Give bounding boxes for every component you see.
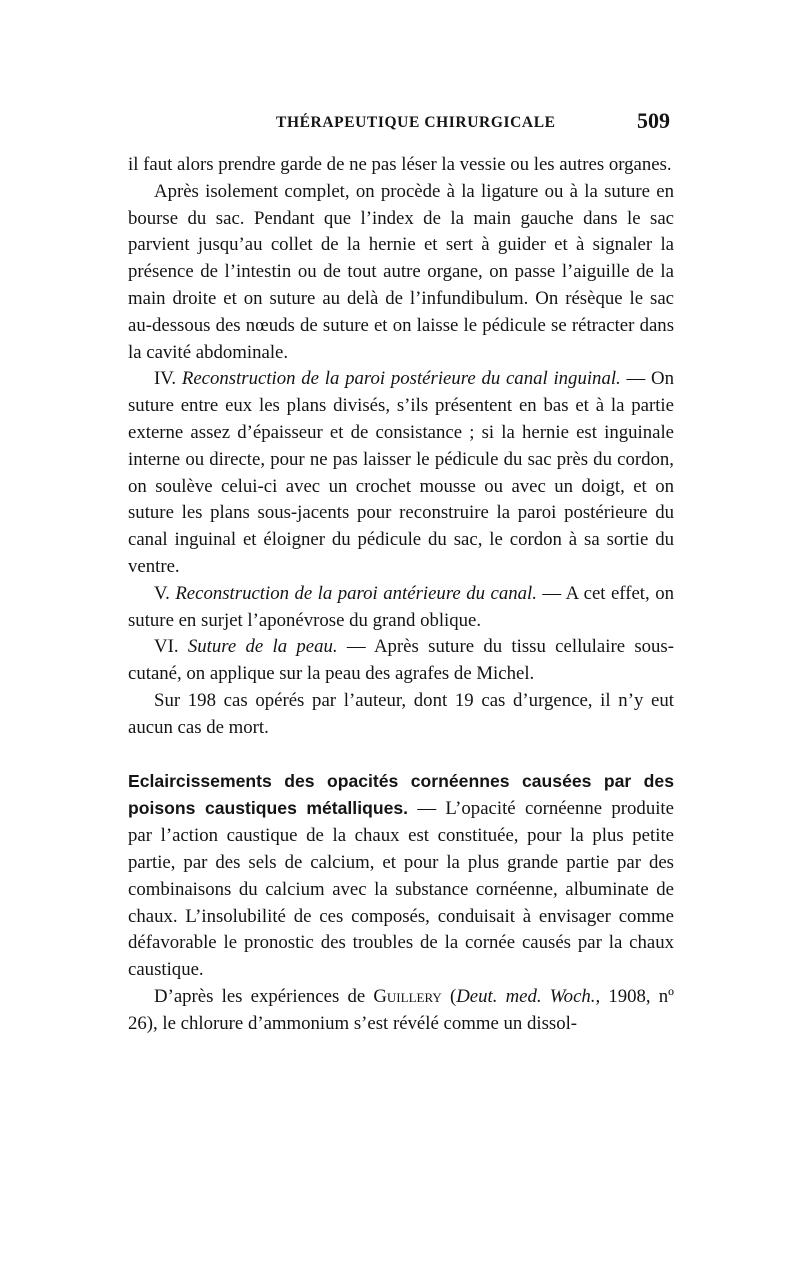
step-text: — On suture entre eux les plans divisés, s’ils présentent en bas et à la partie externe assez d’épaisseur et de consistance ; si la hernie est inguinale interne ou directe, pour ne pas laisser le pédicule du sac près du cordon, on soulève celui-ci avec un crochet mousse ou avec un doigt, et on suture les plans sous-jacents pour reconstruire la paroi postérieure du canal inguinal et éloigner du pédicule du sac, le cordon à sa sortie du ventre. [128, 368, 674, 577]
author-name: Guillery [373, 985, 442, 1007]
running-title: THÉRAPEUTIQUE CHIRURGICALE [276, 114, 556, 131]
step-title: Reconstruction de la paroi postérieure du canal inguinal. [181, 368, 621, 390]
paragraph-step-v [128, 581, 674, 635]
section-heading: Eclaircissements des opacités cornéennes causées par des poisons caustiques métalliques. [128, 770, 674, 819]
step-title: Reconstruction de la paroi antérieure du canal. [175, 582, 537, 604]
running-header [128, 108, 674, 138]
text-mid: ( [441, 985, 457, 1007]
step-text: — Après suture du tissu cellulaire sous-cutané, on applique sur la peau des agrafes de Michel. [128, 636, 674, 685]
paragraph-continuation: il faut alors prendre garde de ne pas léser la vessie ou les autres organes. [128, 154, 672, 175]
paragraph-opacites [128, 768, 674, 984]
journal-reference: Deut. med. Woch. [456, 985, 596, 1007]
book-page [128, 108, 674, 1038]
paragraph-statistics: Sur 198 cas opérés par l’auteur, dont 19 cas d’urgence, il n’y eut aucun cas de mort. [128, 689, 674, 738]
text-before-author: D’après les expériences de [154, 985, 374, 1007]
step-text: — A cet effet, on suture en surjet l’aponévrose du grand oblique. [128, 582, 674, 631]
text-after: , 1908, nº 26), le chlorure d’ammonium s’est révélé comme un dissol- [128, 985, 675, 1034]
section-text: — L’opacité cornéenne produite par l’action caustique de la chaux est constituée, pour la plus petite partie, par des sels de calcium, et pour la plus grande partie par des combinaisons du calcium avec la substance cornéenne, albuminate de chaux. L’insolubilité de ces composés, conduisait à envisager comme défavorable le pronostic des troubles de la cornée causés par la chaux caustique. [128, 798, 674, 981]
step-number: VI. [154, 636, 188, 658]
step-number: IV. [154, 368, 182, 390]
step-number: V. [154, 582, 176, 604]
section-spacer [128, 742, 674, 768]
paragraph-step-vi [128, 634, 674, 688]
paragraph-isolement: Après isolement complet, on procède à la ligature ou à la suture en bourse du sac. Pendant que l’index de la main gauche dans le sac parvient jusqu’au collet de la hernie et sert à guider et à signaler la présence de l’intestin ou de tout autre organe, on passe l’aiguille de la main droite et on suture au delà de l’infundibulum. On résèque le sac au-dessous des nœuds de suture et on laisse le pédicule se rétracter dans la cavité abdominale. [128, 180, 674, 363]
paragraph-guillery [128, 984, 674, 1038]
paragraph-step-iv [128, 366, 674, 580]
step-title: Suture de la peau. [187, 636, 338, 658]
page-number: 509 [637, 108, 670, 133]
